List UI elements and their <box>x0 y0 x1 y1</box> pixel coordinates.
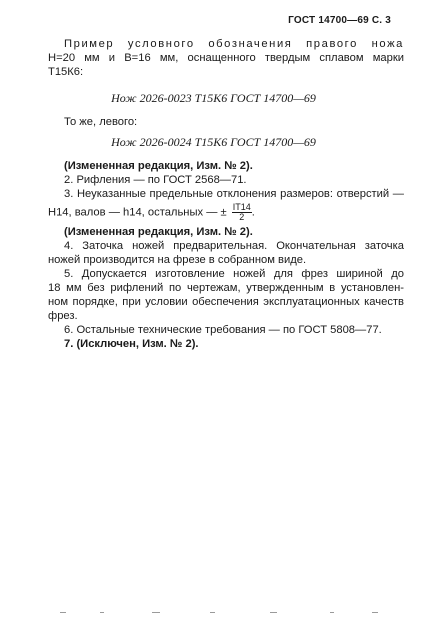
it14-fraction <box>232 203 252 222</box>
item-3-line-1: 3. Неуказанные предельные отклонения размеров: отверстий — <box>64 188 404 200</box>
page-header: ГОСТ 14700—69 С. 3 <box>288 15 391 26</box>
fraction-denominator: 2 <box>239 212 245 222</box>
item-7: 7. (Исключен, Изм. № 2). <box>64 338 199 350</box>
designation-left: Нож 2026-0024 Т15К6 ГОСТ 14700—69 <box>111 135 316 149</box>
example-line-1: Пример условного обозначения правого ножа <box>64 38 404 50</box>
item-6: 6. Остальные технические требования — по ГОСТ 5808—77. <box>64 324 382 336</box>
item-4-line-2: ножей производится на фрезе в собранном виде. <box>48 254 307 266</box>
item-3-line-2 <box>48 203 404 222</box>
example-line-3: Т15К6: <box>48 66 84 78</box>
example-line-2: H=20 мм и B=16 мм, оснащенного твердым сплавом марки <box>48 52 404 64</box>
fraction-numerator: IT14 <box>232 202 251 212</box>
scan-artifact <box>60 612 380 618</box>
item-4-line-1: 4. Заточка ножей предварительная. Окончательная заточка <box>64 240 404 252</box>
item-5-line-3: ном порядке, при условии обеспечения эксплуатационных качеств <box>48 296 404 308</box>
designation-right: Нож 2026-0023 Т15К6 ГОСТ 14700—69 <box>111 91 316 105</box>
item-5-line-2: 18 мм без рифлений по чертежам, утвержденным в установлен- <box>48 282 404 294</box>
edit-note-2: (Измененная редакция, Изм. № 2). <box>64 226 253 238</box>
same-left-label: То же, левого: <box>64 116 138 128</box>
item-3-period: . <box>251 206 255 219</box>
item-3-text: H14, валов — h14, остальных — ± <box>48 206 227 219</box>
item-5-line-4: фрез. <box>48 310 78 322</box>
edit-note-1: (Измененная редакция, Изм. № 2). <box>64 160 253 172</box>
item-2: 2. Рифления — по ГОСТ 2568—71. <box>64 174 247 186</box>
item-5-line-1: 5. Допускается изготовление ножей для фрез шириной до <box>64 268 404 280</box>
